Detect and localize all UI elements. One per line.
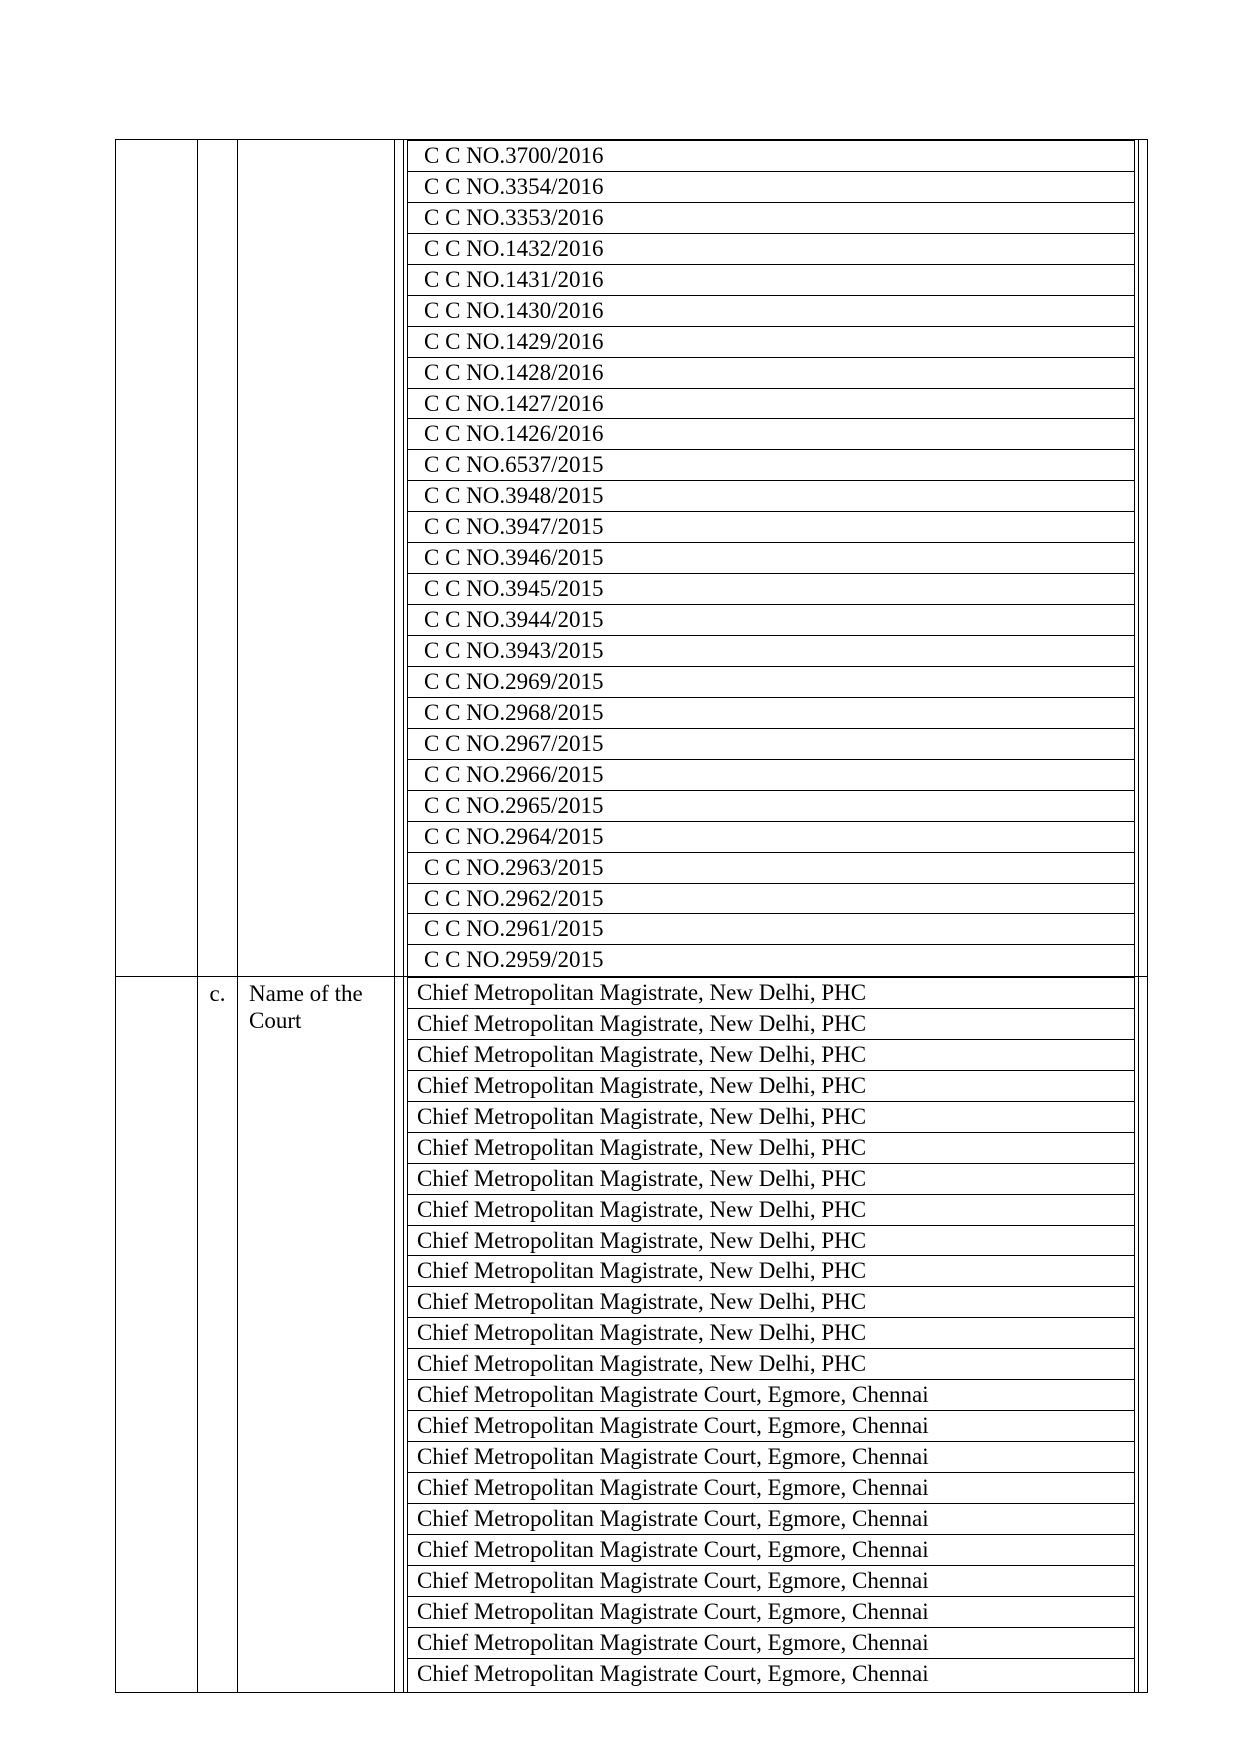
case-number-row: C C NO.3943/2015 xyxy=(408,636,1134,667)
court-name-row: Chief Metropolitan Magistrate, New Delhi, PHC xyxy=(408,1009,1134,1040)
court-name-row: Chief Metropolitan Magistrate, New Delhi, PHC xyxy=(408,1287,1134,1318)
case-number-row: C C NO.1431/2016 xyxy=(408,265,1134,296)
court-name-row: Chief Metropolitan Magistrate, New Delhi, PHC xyxy=(408,1226,1134,1257)
court-name-row: Chief Metropolitan Magistrate, New Delhi, PHC xyxy=(408,978,1134,1009)
case-number-row: C C NO.3700/2016 xyxy=(408,141,1134,172)
court-name-row: Chief Metropolitan Magistrate, New Delhi, PHC xyxy=(408,1040,1134,1071)
court-name-row: Chief Metropolitan Magistrate Court, Egmore, Chennai xyxy=(408,1597,1134,1628)
case-number-row: C C NO.2963/2015 xyxy=(408,853,1134,884)
column-divider xyxy=(1138,976,1139,1692)
court-name-row: Chief Metropolitan Magistrate Court, Egmore, Chennai xyxy=(417,1660,929,1686)
column-divider xyxy=(403,140,404,976)
case-number-row: C C NO.2959/2015 xyxy=(424,947,604,973)
case-number-row: C C NO.3944/2015 xyxy=(408,605,1134,636)
court-name-row: Chief Metropolitan Magistrate, New Delhi, PHC xyxy=(408,1071,1134,1102)
court-name-row: Chief Metropolitan Magistrate, New Delhi, PHC xyxy=(408,1102,1134,1133)
case-number-row: C C NO.1428/2016 xyxy=(408,358,1134,389)
case-number-row: C C NO.3946/2015 xyxy=(408,543,1134,574)
column-divider xyxy=(394,976,395,1692)
case-number-row: C C NO.2964/2015 xyxy=(408,822,1134,853)
court-name-row: Chief Metropolitan Magistrate, New Delhi, PHC xyxy=(408,1256,1134,1287)
case-number-row: C C NO.1426/2016 xyxy=(408,419,1134,450)
court-name-row: Chief Metropolitan Magistrate, New Delhi, PHC xyxy=(408,1164,1134,1195)
case-number-row: C C NO.2965/2015 xyxy=(408,791,1134,822)
column-divider xyxy=(237,140,238,976)
court-name-row: Chief Metropolitan Magistrate Court, Egmore, Chennai xyxy=(408,1411,1134,1442)
case-number-row: C C NO.1430/2016 xyxy=(408,296,1134,327)
case-number-row: C C NO.2966/2015 xyxy=(408,760,1134,791)
case-number-row: C C NO.2967/2015 xyxy=(408,729,1134,760)
case-number-row: C C NO.3947/2015 xyxy=(408,512,1134,543)
court-name-row: Chief Metropolitan Magistrate Court, Egmore, Chennai xyxy=(408,1504,1134,1535)
column-divider xyxy=(1138,140,1139,976)
column-divider xyxy=(197,976,198,1692)
case-number-row: C C NO.2968/2015 xyxy=(408,698,1134,729)
case-number-row: C C NO.6537/2015 xyxy=(408,450,1134,481)
case-number-row: C C NO.3353/2016 xyxy=(408,203,1134,234)
court-name-row: Chief Metropolitan Magistrate, New Delhi, PHC xyxy=(408,1133,1134,1164)
court-name-row: Chief Metropolitan Magistrate, New Delhi, PHC xyxy=(408,1349,1134,1380)
column-divider xyxy=(403,976,404,1692)
column-divider xyxy=(237,976,238,1692)
case-number-row: C C NO.3948/2015 xyxy=(408,481,1134,512)
case-number-row: C C NO.2962/2015 xyxy=(408,884,1134,915)
case-number-row: C C NO.2969/2015 xyxy=(408,667,1134,698)
case-number-row: C C NO.1429/2016 xyxy=(408,327,1134,358)
case-number-list xyxy=(407,140,1135,978)
court-name-row: Chief Metropolitan Magistrate Court, Egmore, Chennai xyxy=(408,1380,1134,1411)
case-number-row: C C NO.2961/2015 xyxy=(408,914,1134,945)
court-name-row: Chief Metropolitan Magistrate, New Delhi, PHC xyxy=(408,1318,1134,1349)
column-divider xyxy=(394,140,395,976)
court-name-section xyxy=(115,976,1148,1693)
case-number-row: C C NO.1427/2016 xyxy=(408,389,1134,420)
section-serial: c. xyxy=(209,981,226,1006)
court-name-row: Chief Metropolitan Magistrate Court, Egmore, Chennai xyxy=(408,1628,1134,1659)
case-number-row: C C NO.3945/2015 xyxy=(408,574,1134,605)
court-name-row: Chief Metropolitan Magistrate Court, Egmore, Chennai xyxy=(408,1566,1134,1597)
case-number-section xyxy=(115,139,1148,977)
court-name-row: Chief Metropolitan Magistrate Court, Egmore, Chennai xyxy=(408,1442,1134,1473)
column-divider xyxy=(197,140,198,976)
court-name-list xyxy=(407,977,1135,1693)
section-label: Name of the Court xyxy=(249,981,363,1033)
court-name-row: Chief Metropolitan Magistrate, New Delhi, PHC xyxy=(408,1195,1134,1226)
case-number-row: C C NO.3354/2016 xyxy=(408,172,1134,203)
court-name-row: Chief Metropolitan Magistrate Court, Egmore, Chennai xyxy=(408,1535,1134,1566)
court-name-row: Chief Metropolitan Magistrate Court, Egmore, Chennai xyxy=(408,1473,1134,1504)
case-number-row: C C NO.1432/2016 xyxy=(408,234,1134,265)
